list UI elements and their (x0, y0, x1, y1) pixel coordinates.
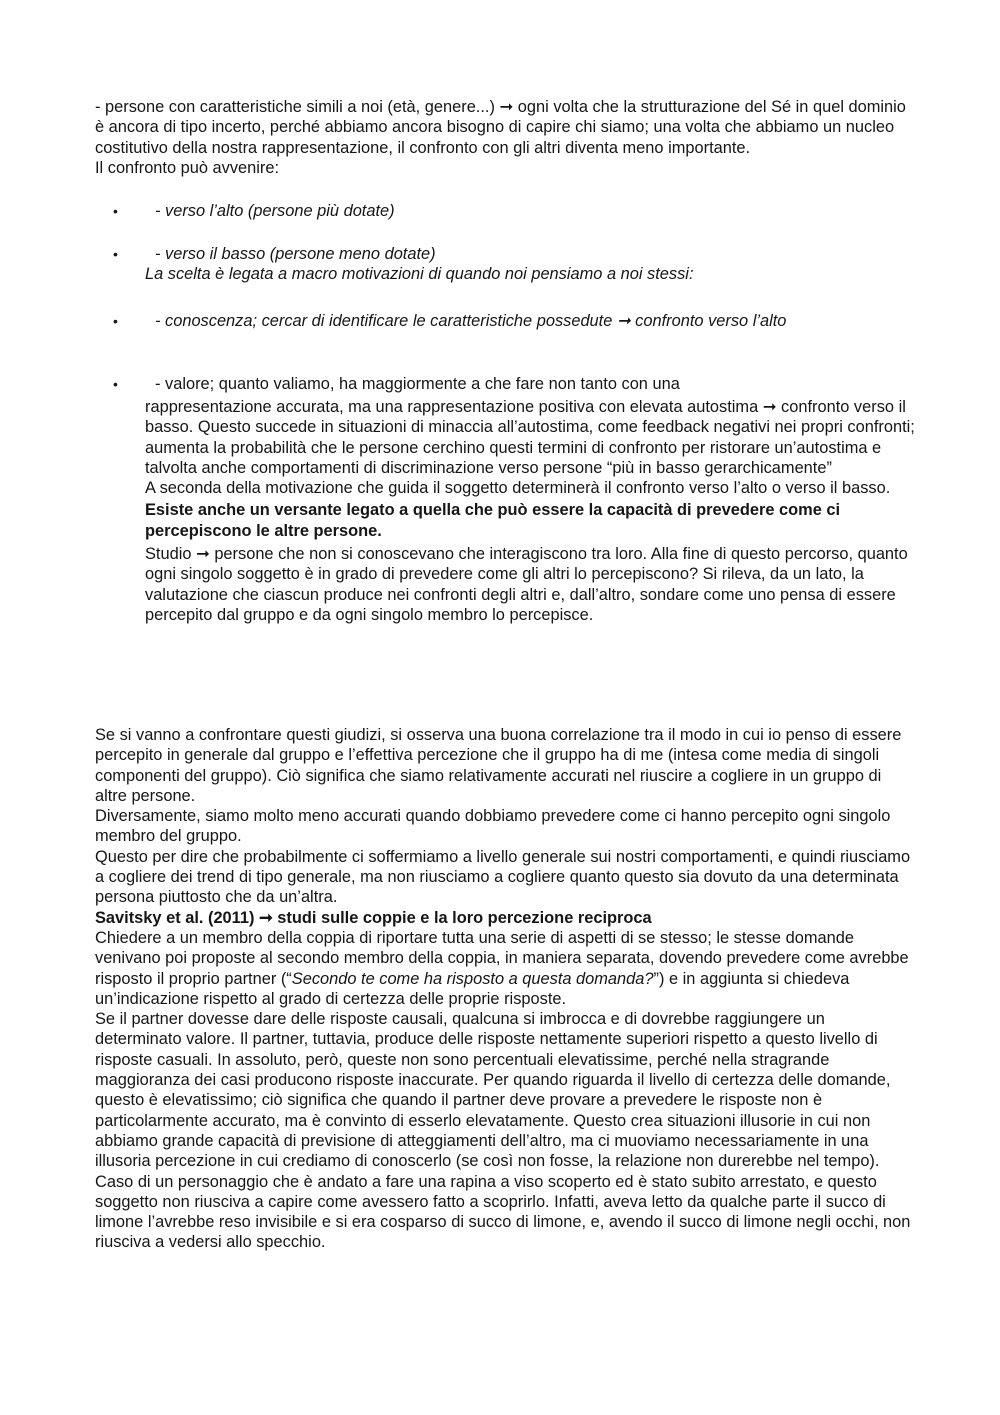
quoted-question: Secondo te come ha risposto a questa domanda? (291, 969, 654, 988)
list-note (145, 264, 915, 284)
bullet-marker: • (113, 203, 118, 219)
intro-lead-in: Il confronto può avvenire: (95, 158, 280, 177)
intro-section (95, 97, 915, 178)
list-item-value-body (145, 397, 915, 625)
list-item-bold-statement: Esiste anche un versante legato a quella che può essere la capacità di prevedere come ci percepiscono le altre persone. (145, 501, 841, 540)
bullet-marker: • (113, 376, 118, 392)
list-item-knowledge (145, 311, 850, 331)
list-item-upward (155, 201, 925, 221)
list-item-downward (155, 244, 925, 264)
body-paragraph: Diversamente, siamo molto meno accurati quando dobbiamo prevedere come ci hanno percepito ogni singolo membro del gruppo. (95, 807, 891, 846)
list-item-study-paragraph: Studio ➞ persone che non si conoscevano che interagiscono tra loro. Alla fine di questo percorso, quanto ogni singolo soggetto è in grado di prevedere come gli altri lo percepiscono? Si rileva, da un lato, la valutazione che ciascun produce nei confronti degli altri e, dall’altro, sondare come uno pensa di essere percepito dal gruppo e da ogni singolo membro lo percepisce. (145, 545, 908, 624)
text-run: ”) e in aggiunta si chiedeva un’indicazione rispetto al grado di certezza delle proprie risposte. (95, 969, 850, 1008)
list-item-text: - conoscenza; cercar di identificare le caratteristiche possedute ➞ confronto verso l’alto (155, 312, 787, 330)
bullet-marker: • (113, 246, 118, 262)
body-paragraph: Caso di un personaggio che è andato a fare una rapina a viso scoperto ed è stato subito arrestato, e questo soggetto non riusciva a capire come avessero fatto a scoprirlo. Infatti, aveva letto da qualche parte il succo di limone l’avrebbe reso invisibile e si era cosparso di succo di limone, e, avendo il succo di limone negli occhi, non riusciva a vedersi allo specchio. (95, 1172, 911, 1252)
list-item-text: - valore; quanto valiamo, ha maggiormente a che fare non tanto con una (155, 375, 680, 393)
bullet-marker: • (113, 313, 118, 329)
body-paragraph (95, 928, 915, 1009)
text-run: Chiedere a un membro della coppia di riportare tutta una serie di aspetti di se stesso; le stesse domande venivano poi proposte al secondo membro della coppia, in maniera separata, dovendo prevedere come avrebbe risposto il proprio partner (“ (95, 928, 909, 988)
list-item-text: rappresentazione accurata, ma una rappresentazione positiva con elevata autostima ➞ confronto verso il basso. Questo succede in situazioni di minaccia all’autostima, come feedback negativi nei propri confronti; aumenta la probabilità che le persone cerchino questi termini di confronto per ristorare un’autostima e talvolta anche comportamenti di discriminazione verso persone “più in basso gerarchicamente” (145, 398, 915, 477)
list-item-value-first-line (155, 374, 925, 394)
list-item-text: - verso il basso (persone meno dotate) (155, 245, 436, 263)
list-item-paragraph: A seconda della motivazione che guida il soggetto determinerà il confronto verso l’alto o verso il basso. (145, 479, 891, 498)
list-note-text: La scelta è legata a macro motivazioni di quando noi pensiamo a noi stessi: (145, 265, 694, 283)
body-paragraph: Se si vanno a confrontare questi giudizi, si osserva una buona correlazione tra il modo in cui io penso di essere percepito in generale dal gruppo e l’effettiva percezione che il gruppo ha di me (intesa come media di singoli componenti del gruppo). Ciò significa che siamo relativamente accurati nel riuscire a cogliere in un gruppo di altre persone. (95, 726, 902, 805)
main-body (95, 725, 915, 1253)
body-paragraph: Se il partner dovesse dare delle risposte causali, qualcuna si imbrocca e di dovrebbe raggiungere un determinato valore. Il partner, tuttavia, produce delle risposte nettamente superiori rispetto a questo livello di risposte casuali. In assoluto, però, queste non sono percentuali elevatissime, perché nella stragrande maggioranza dei casi producono risposte inaccurate. Per quando riguarda il livello di certezza delle domande, questo è elevatissimo; ciò significa che quando il partner deve provare a prevedere le risposte non è particolarmente accurato, ma è convinto di esserlo elevatamente. Questo crea situazioni illusorie in cui non abbiamo grande capacità di previsione di atteggiamenti dell’altro, ma ci muoviamo necessariamente in una illusoria percezione in cui crediamo di conoscerlo (se così non fosse, la relazione non durerebbe nel tempo). (95, 1010, 891, 1171)
list-item-text: - verso l’alto (persone più dotate) (155, 202, 395, 220)
section-heading: Savitsky et al. (2011) ➞ studi sulle coppie e la loro percezione reciproca (95, 908, 652, 927)
intro-paragraph: - persone con caratteristiche simili a noi (età, genere...) ➞ ogni volta che la strutturazione del Sé in quel dominio è ancora di tipo incerto, perché abbiamo ancora bisogno di capire chi siamo; una volta che abbiamo un nucleo costitutivo della nostra rappresentazione, il confronto con gli altri diventa meno importante. (95, 98, 906, 157)
body-paragraph: Questo per dire che probabilmente ci soffermiamo a livello generale sui nostri comportamenti, e quindi riusciamo a cogliere dei trend di tipo generale, ma non riusciamo a cogliere quanto questo sia dovuto da una determinata persona piuttosto che da un’altra. (95, 847, 911, 907)
